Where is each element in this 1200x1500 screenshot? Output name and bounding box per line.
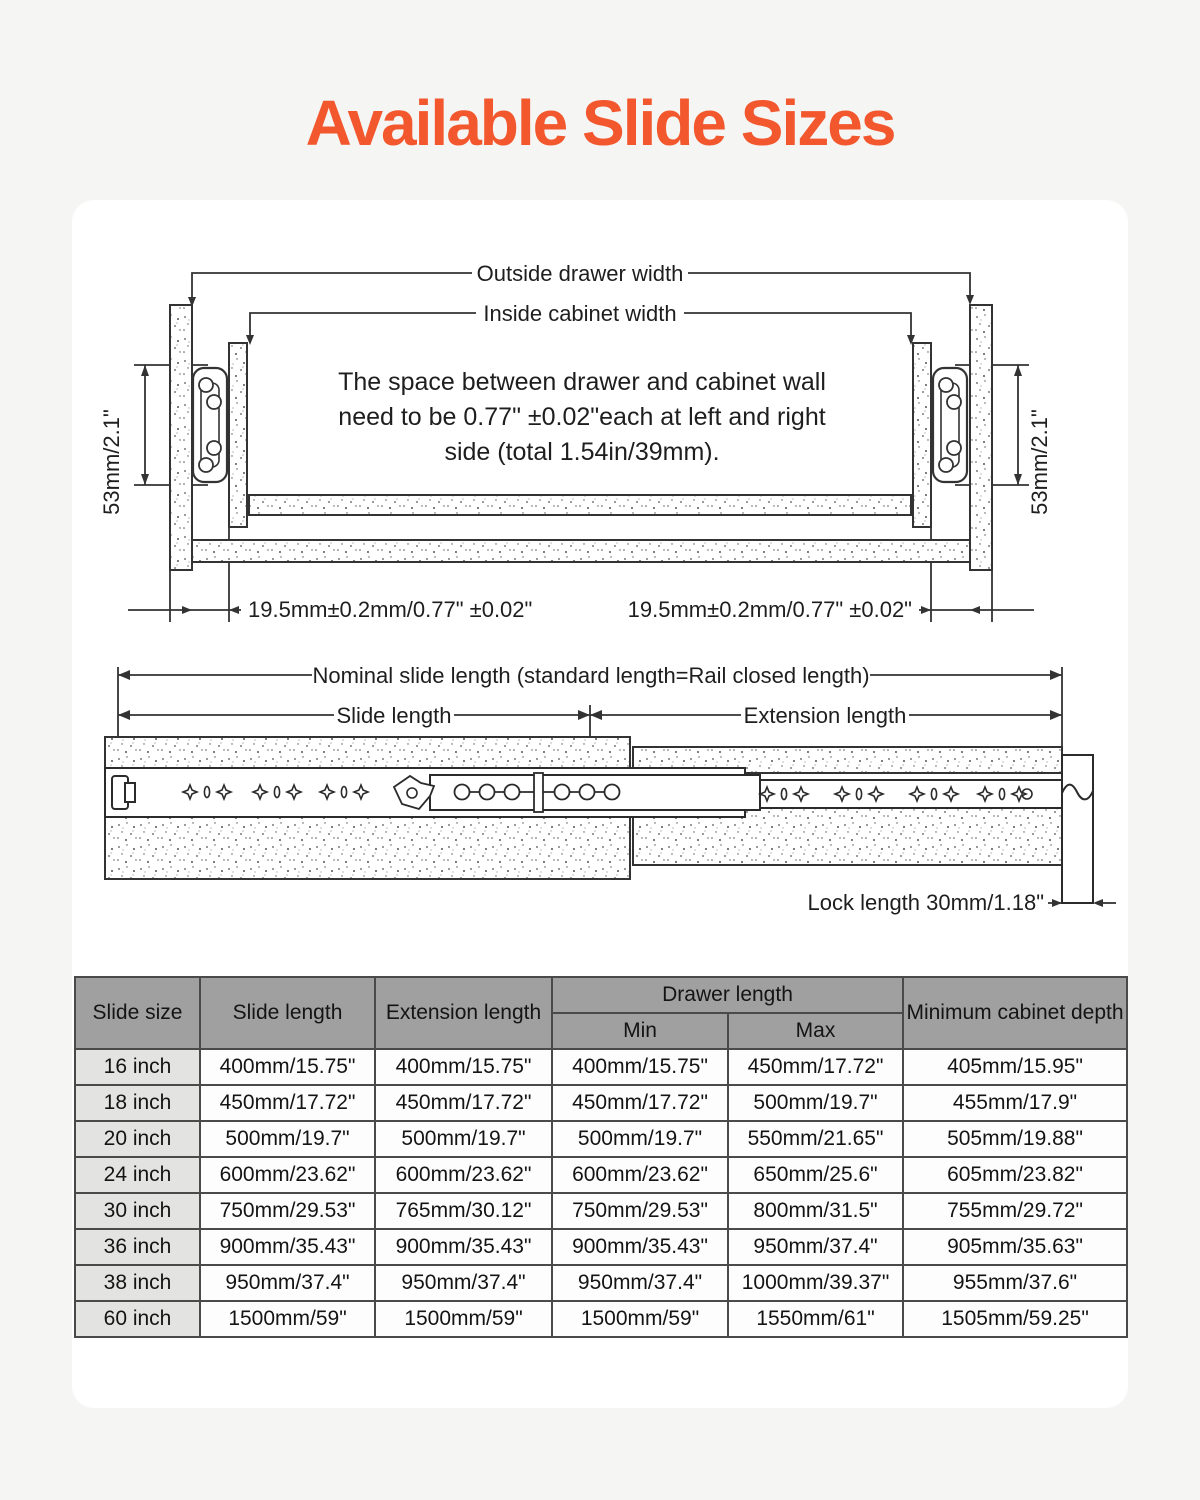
clearance-note-line2: need to be 0.77" ±0.02"each at left and right <box>338 403 826 431</box>
table-cell: 1000mm/39.37" <box>728 1265 903 1301</box>
content-card <box>72 200 1128 1408</box>
table-cell: 600mm/23.62" <box>200 1157 375 1193</box>
table-cell: 400mm/15.75" <box>200 1049 375 1085</box>
table-cell: 550mm/21.65" <box>728 1121 903 1157</box>
table-row <box>75 1229 1127 1265</box>
table-cell: 400mm/15.75" <box>552 1049 728 1085</box>
table-cell: 450mm/17.72" <box>728 1049 903 1085</box>
outside-drawer-width-label: Outside drawer width <box>476 261 684 286</box>
clearance-note-line3: side (total 1.54in/39mm). <box>444 438 720 466</box>
slide-length-label: Slide length <box>336 703 452 728</box>
table-cell: 450mm/17.72" <box>552 1085 728 1121</box>
table-row <box>75 1049 1127 1085</box>
inside-cabinet-width-label: Inside cabinet width <box>483 301 677 326</box>
table-cell: 900mm/35.43" <box>375 1229 552 1265</box>
col-header-slide-size: Slide size <box>75 977 200 1049</box>
rail-end-cap-detail <box>125 783 135 802</box>
nominal-length-label: Nominal slide length (standard length=Rail closed length) <box>312 663 870 688</box>
slide-size-table <box>74 976 1128 1338</box>
table-cell: 450mm/17.72" <box>200 1085 375 1121</box>
table-row <box>75 1157 1127 1193</box>
length-diagram <box>72 645 1128 935</box>
cabinet-bottom-panel <box>192 540 970 562</box>
row-label-cell: 36 inch <box>75 1229 200 1265</box>
page-title: Available Slide Sizes <box>305 87 895 159</box>
table-cell: 950mm/37.4" <box>200 1265 375 1301</box>
row-label-cell: 38 inch <box>75 1265 200 1301</box>
slide-cross-section-right <box>933 368 967 482</box>
table-cell: 1500mm/59" <box>552 1301 728 1337</box>
col-header-min-cabinet-depth: Minimum cabinet depth <box>903 977 1127 1049</box>
table-cell: 950mm/37.4" <box>552 1265 728 1301</box>
table-cell: 950mm/37.4" <box>375 1265 552 1301</box>
table-cell: 605mm/23.82" <box>903 1157 1127 1193</box>
latch-pivot <box>407 788 417 798</box>
row-label-cell: 30 inch <box>75 1193 200 1229</box>
lock-bracket <box>1062 755 1093 903</box>
drawer-wall-left <box>229 343 247 527</box>
table-cell: 600mm/23.62" <box>552 1157 728 1193</box>
cabinet-wall-right <box>970 305 992 570</box>
gap-right-label: 19.5mm±0.2mm/0.77" ±0.02" <box>627 597 912 622</box>
row-label-cell: 24 inch <box>75 1157 200 1193</box>
row-label-cell: 18 inch <box>75 1085 200 1121</box>
col-header-drawer-length: Drawer length <box>552 977 903 1013</box>
width-diagram <box>72 225 1128 675</box>
table-cell: 755mm/29.72" <box>903 1193 1127 1229</box>
table-cell: 765mm/30.12" <box>375 1193 552 1229</box>
extension-length-label: Extension length <box>743 703 907 728</box>
gap-left-label: 19.5mm±0.2mm/0.77" ±0.02" <box>248 597 533 622</box>
drawer-wall-right <box>913 343 931 527</box>
table-row <box>75 1121 1127 1157</box>
table-cell: 400mm/15.75" <box>375 1049 552 1085</box>
table-cell: 1505mm/59.25" <box>903 1301 1127 1337</box>
table-cell: 500mm/19.7" <box>375 1121 552 1157</box>
col-header-extension-length: Extension length <box>375 977 552 1049</box>
row-label-cell: 60 inch <box>75 1301 200 1337</box>
table-cell: 800mm/31.5" <box>728 1193 903 1229</box>
table-cell: 650mm/25.6" <box>728 1157 903 1193</box>
table-cell: 500mm/19.7" <box>552 1121 728 1157</box>
row-label-cell: 20 inch <box>75 1121 200 1157</box>
slide-cross-section-left <box>193 368 227 482</box>
wood-block-upper-left <box>105 737 630 768</box>
table-cell: 405mm/15.95" <box>903 1049 1127 1085</box>
table-cell: 1550mm/61" <box>728 1301 903 1337</box>
table-row <box>75 1085 1127 1121</box>
table-cell: 900mm/35.43" <box>200 1229 375 1265</box>
col-header-max: Max <box>728 1013 903 1049</box>
table-cell: 505mm/19.88" <box>903 1121 1127 1157</box>
row-label-cell: 16 inch <box>75 1049 200 1085</box>
side-clearance-left-label: 53mm/2.1" <box>99 409 124 515</box>
table-row <box>75 1193 1127 1229</box>
table-cell: 500mm/19.7" <box>728 1085 903 1121</box>
table-cell: 500mm/19.7" <box>200 1121 375 1157</box>
table-cell: 905mm/35.63" <box>903 1229 1127 1265</box>
table-cell: 750mm/29.53" <box>552 1193 728 1229</box>
table-cell: 955mm/37.6" <box>903 1265 1127 1301</box>
col-header-min: Min <box>552 1013 728 1049</box>
table-cell: 455mm/17.9" <box>903 1085 1127 1121</box>
lock-length-label: Lock length 30mm/1.18" <box>807 890 1044 915</box>
table-cell: 600mm/23.62" <box>375 1157 552 1193</box>
wood-block-lower-left <box>105 817 630 879</box>
col-header-slide-length: Slide length <box>200 977 375 1049</box>
table-cell: 450mm/17.72" <box>375 1085 552 1121</box>
drawer-bottom-panel <box>249 495 911 515</box>
side-clearance-right-label: 53mm/2.1" <box>1027 409 1052 515</box>
table-cell: 950mm/37.4" <box>728 1229 903 1265</box>
table-cell: 750mm/29.53" <box>200 1193 375 1229</box>
clearance-note-line1: The space between drawer and cabinet wall <box>338 368 826 396</box>
table-cell: 1500mm/59" <box>375 1301 552 1337</box>
table-row <box>75 1265 1127 1301</box>
table-row <box>75 1301 1127 1337</box>
cabinet-wall-left <box>170 305 192 570</box>
table-cell: 1500mm/59" <box>200 1301 375 1337</box>
table-cell: 900mm/35.43" <box>552 1229 728 1265</box>
